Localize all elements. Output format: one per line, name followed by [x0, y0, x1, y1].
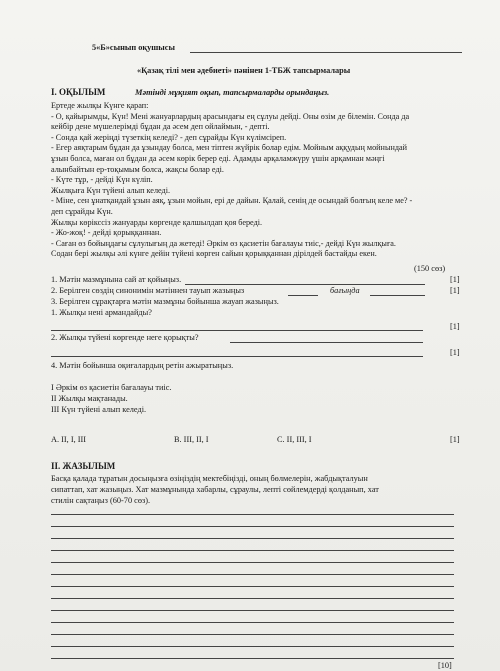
- writing-line[interactable]: [51, 538, 454, 539]
- class-label: 5«Б»сынып оқушысы: [92, 43, 175, 52]
- reading-instruction: Мәтінді мұқият оқып, тапсырмаларды орындаңыз.: [135, 88, 330, 97]
- question-2-answer-line[interactable]: [51, 356, 423, 357]
- writing-line[interactable]: [51, 622, 454, 623]
- event-2: ІІ Жылқы мақтанады.: [51, 394, 128, 403]
- story-line: Жылқыға Күн түйені алып келеді.: [51, 185, 171, 195]
- task-2-answer-line[interactable]: [370, 295, 425, 296]
- task-1-answer-line[interactable]: [185, 284, 425, 285]
- story-line: Ертеде жылқы Күнге қарап:: [51, 101, 149, 110]
- writing-line[interactable]: [51, 526, 454, 527]
- question-1-score: [1]: [450, 322, 460, 331]
- writing-prompt-line: сипаттап, хат жазыңыз. Хат мазмұнында хабарлы, сұраулы, лепті сөйлемдерді қолданып, хат: [51, 485, 379, 494]
- story-line: - О, қайырымды, Күн! Мені жануарлардың арасындағы ең сұлуы дейді. Оны өзім де білемін. Сонда да: [51, 111, 410, 121]
- writing-line[interactable]: [51, 574, 454, 575]
- task-4: 4. Мәтін бойынша оқиғалардың ретін ажыратыңыз.: [51, 361, 234, 370]
- story-line: - Жо-жоқ! - дейді қорыққаннан.: [51, 228, 162, 238]
- task-3: 3. Берілген сұрақтарға мәтін мазмұны бойынша жауап жазыңыз.: [51, 297, 279, 306]
- option-b[interactable]: В. ІІІ, ІІ, І: [174, 435, 209, 444]
- event-3: ІІІ Күн түйені алып келеді.: [51, 405, 147, 414]
- task-1: 1. Мәтін мазмұнына сай ат қойыңыз.: [51, 275, 182, 284]
- story-line: Содан бері жылқы әлі күнге дейін түйені көрген сайын қорыққаннан дірілдей бастайды екен.: [51, 249, 377, 259]
- page-title: «Қазақ тілі мен әдебиеті» пәнінен 1-ТБЖ тапсырмалары: [137, 66, 351, 75]
- story-line: - Сонда қай жеріңді түзеткің келеді? - деп сұрайды Күн күлімсіреп.: [51, 132, 287, 142]
- writing-prompt-line: стилін сақтаңыз (60-70 сөз).: [51, 496, 151, 505]
- writing-line[interactable]: [51, 646, 454, 647]
- name-blank-line: [190, 52, 462, 53]
- writing-line[interactable]: [51, 610, 454, 611]
- story-line: - Міне, сен ұнатқандай ұзын аяқ, ұзын мойын, ері де дайын. Қалай, сенің де осындай болғың келе ме? -: [51, 196, 413, 206]
- task-2: 2. Берілген сөздің синонимін мәтіннен тауып жазыңыз: [51, 286, 245, 295]
- story-line: - Күте тұр, - дейді Күн күліп.: [51, 175, 153, 185]
- task-2-word: бағыңда: [330, 286, 360, 295]
- reading-heading: І. ОҚЫЛЫМ: [51, 87, 106, 97]
- story-line: деп сұрайды Күн.: [51, 206, 113, 216]
- writing-line[interactable]: [51, 562, 454, 563]
- story-line: ұзын болса, маған ол бұдан да әсем көрік берер еді. Адамды арқаламжүру үшін арқамнан мәңгі: [51, 153, 385, 163]
- story-line: Жылқы көрікссіз жануарды көргенде қалшылдап қоя береді.: [51, 217, 263, 227]
- task-4-score: [1]: [450, 435, 460, 444]
- writing-heading: ІІ. ЖАЗЫЛЫМ: [51, 461, 116, 471]
- writing-line[interactable]: [51, 634, 454, 635]
- writing-line[interactable]: [51, 658, 454, 659]
- writing-line[interactable]: [51, 550, 454, 551]
- writing-line[interactable]: [51, 598, 454, 599]
- writing-score: [10]: [438, 661, 452, 670]
- task-1-score: [1]: [450, 275, 460, 284]
- task-2-score: [1]: [450, 286, 460, 295]
- story-line: - Егер аяқтарым бұдан да ұзындау болса, мен тіптен жүйрік болар едім. Мойным аққудың мойнындай: [51, 143, 408, 153]
- writing-prompt-line: Басқа қалада тұратын досыңызға өзіңіздің мектебіңізді, оның бөлмелерін, жабдықталуын: [51, 474, 368, 483]
- story-line: - Саған өз бойыңдағы сұлулығың да жетеді! Әркім өз қасиетін бағалауы тиіс,- дейді Күн жылқыға.: [51, 238, 396, 248]
- story-line: кейбір дене мүшелерімді бұдан да әсем деп ойлаймын, - депті.: [51, 122, 270, 132]
- question-2-blank[interactable]: [230, 342, 423, 343]
- question-2-score: [1]: [450, 348, 460, 357]
- word-count: (150 сөз): [414, 264, 446, 273]
- question-1: 1. Жылқы нені армандайды?: [51, 308, 152, 317]
- option-c[interactable]: С. ІІ, ІІІ, І: [277, 435, 312, 444]
- question-1-answer-line[interactable]: [51, 330, 423, 331]
- option-a[interactable]: А. ІІ, І, ІІІ: [51, 435, 87, 444]
- task-2-blank-a[interactable]: [288, 295, 318, 296]
- writing-line[interactable]: [51, 586, 454, 587]
- writing-line[interactable]: [51, 514, 454, 515]
- question-2: 2. Жылқы түйені көргенде неге қорықты?: [51, 333, 199, 342]
- story-line: алынбайтын ер-тоқымым болса, жақсы болар еді.: [51, 164, 224, 174]
- reading-text: [51, 101, 466, 260]
- event-1: І Әркім өз қасиетін бағалауы тиіс.: [51, 383, 172, 392]
